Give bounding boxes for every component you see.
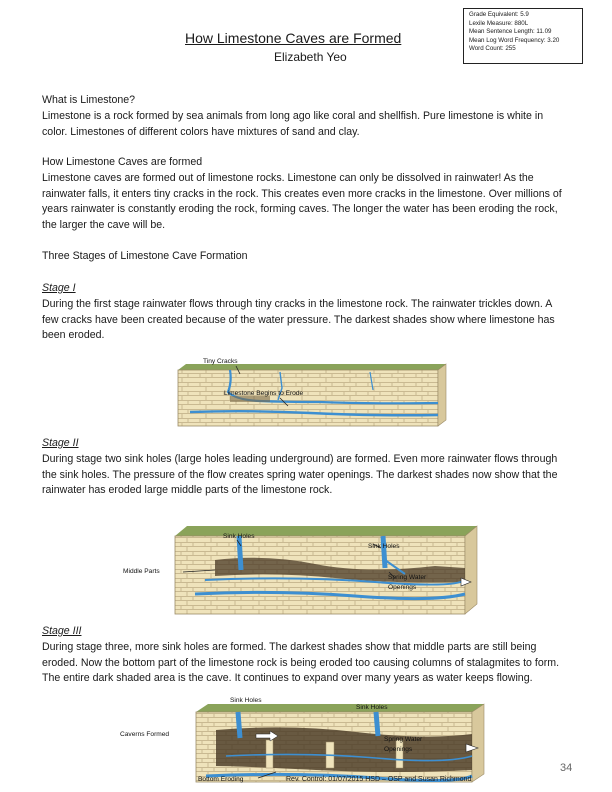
label-spring-water: Spring Water bbox=[388, 574, 427, 581]
label-sink-holes-left-3: Sink Holes bbox=[230, 697, 262, 704]
label-sink-holes-left: Sink Holes bbox=[223, 533, 255, 540]
sink-hole-left bbox=[239, 536, 241, 570]
stalagmite-column bbox=[396, 740, 403, 768]
stat-grade: Grade Equivalent: 5.9 bbox=[469, 11, 529, 18]
stage-2-body: During stage two sink holes (large holes leading underground) are formed. Even more rainwater flows through the sink holes. The pressure of the flow creates spring water openings. The darkest shades now show that the rainwater has eroded large middle parts of the limestone rock. bbox=[42, 453, 558, 497]
label-sink-holes-right-3: Sink Holes bbox=[356, 704, 388, 711]
section-heading-how: How Limestone Caves are formed bbox=[42, 156, 203, 168]
stage-3-diagram bbox=[196, 700, 486, 785]
stat-sentence-length: Mean Sentence Length: 11.09 bbox=[469, 28, 552, 36]
limestone-block bbox=[178, 370, 438, 426]
stat-word-count: Word Count: 255 bbox=[469, 45, 516, 53]
label-tiny-cracks: Tiny Cracks bbox=[203, 358, 238, 365]
sink-hole-left bbox=[238, 712, 240, 738]
stage-1-body: During the first stage rainwater flows through tiny cracks in the limestone rock. The rainwater trickles down. A few cracks have been created because of the water pressure. The darkest shades show where limestone has been eroded. bbox=[42, 298, 555, 342]
stage-3-body: During stage three, more sink holes are formed. The darkest shades show that middle parts are still being eroded. Now the bottom part of the limestone rock is being eroded too causing columns of stalagmites to form. The entire dark shaded area is the cave. It continues to expand over many years as water keeps flowing. bbox=[42, 641, 560, 685]
stage-2-title: Stage II bbox=[42, 437, 79, 449]
label-openings: Openings bbox=[388, 584, 417, 591]
label-bottom-eroding: Bottom Eroding bbox=[198, 776, 244, 783]
label-spring-water-3: Spring Water bbox=[384, 736, 423, 743]
readability-stats-box bbox=[463, 8, 583, 64]
grass-surface bbox=[175, 526, 477, 536]
label-openings-3: Openings bbox=[384, 746, 413, 753]
document-title: How Limestone Caves are Formed bbox=[185, 30, 402, 46]
section-heading-stages: Three Stages of Limestone Cave Formation bbox=[42, 250, 248, 262]
section-body-how: Limestone caves are formed out of limestone rocks. Limestone can only be dissolved in rainwater! As the rainwater falls, it enters tiny cracks in the rock. This creates even more cracks in the limestone. Over millions of years rainwater is constantly eroding the rock, forming caves. The longer the water has been eroding the rock, the larger the cave will be. bbox=[42, 172, 562, 232]
stat-word-frequency: Mean Log Word Frequency: 3.20 bbox=[469, 36, 560, 44]
section-body-what: Limestone is a rock formed by sea animals from long ago like coral and shellfish. Pure limestone is white in color. Limestones of different colors have mixtures of sand and clay. bbox=[42, 110, 544, 138]
stage-2-diagram bbox=[175, 520, 480, 618]
grass-surface bbox=[196, 704, 484, 712]
stat-lexile: Lexile Measure: 880L bbox=[469, 19, 529, 27]
label-sink-holes-right: Sink Holes bbox=[368, 543, 400, 550]
author-name: Elizabeth Yeo bbox=[274, 50, 347, 64]
stage-1-diagram bbox=[170, 360, 450, 430]
sink-hole-right bbox=[383, 536, 385, 568]
label-middle-parts: Middle Parts bbox=[123, 568, 160, 575]
sink-hole-right bbox=[376, 712, 378, 736]
stage-1-title: Stage I bbox=[42, 282, 76, 294]
label-begins-to-erode: Limestone Begins to Erode bbox=[224, 390, 304, 397]
section-heading-what: What is Limestone? bbox=[42, 94, 136, 106]
page-number: 34 bbox=[560, 762, 573, 774]
revision-control: Rev. Control: 01/07/2015 HSD – OSP and Susan Richmond bbox=[286, 776, 472, 783]
stage-3-title: Stage III bbox=[42, 625, 82, 637]
label-caverns-formed: Caverns Formed bbox=[120, 731, 170, 738]
